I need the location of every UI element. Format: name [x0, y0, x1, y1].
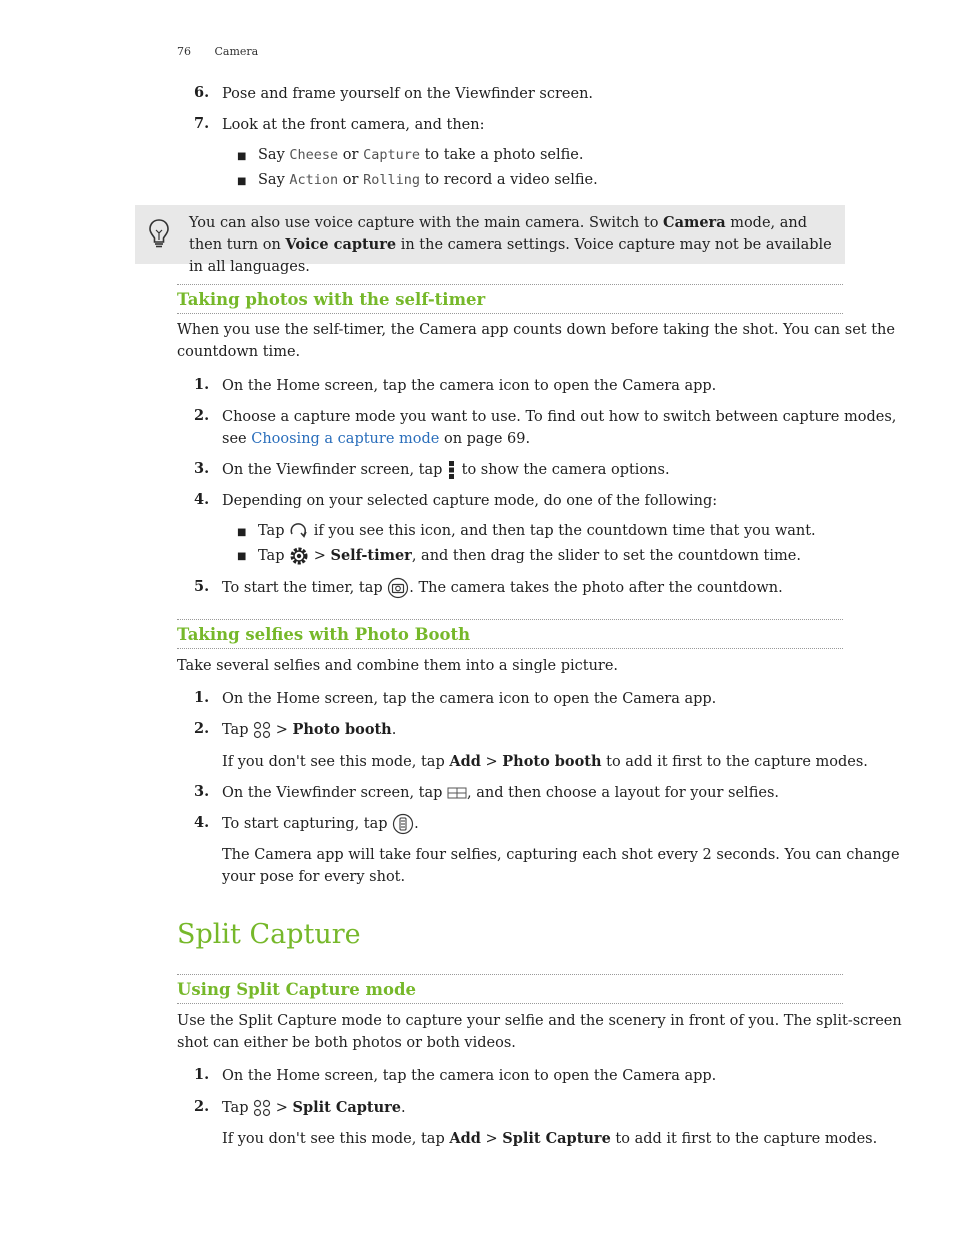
paragraph-line: your pose for every shot.	[222, 869, 406, 885]
intro-line: When you use the self-timer, the Camera app counts down before taking the shot. You can set the	[177, 322, 895, 338]
step-text: see Choosing a capture mode on page 69.	[222, 431, 531, 447]
intro-line: Use the Split Capture mode to capture your selfie and the scenery in front of you. The split-screen	[177, 1013, 902, 1029]
step-number: 1.	[194, 376, 210, 393]
section-heading-photo-booth: Taking selfies with Photo Booth	[177, 619, 843, 649]
step-number: 4.	[194, 814, 210, 831]
step-text: Choose a capture mode you want to use. To find out how to switch between capture modes,	[222, 409, 897, 425]
photo-booth-shutter-icon	[392, 813, 414, 835]
voice-bullet-video: Say Action or Rolling to record a video selfie.	[258, 172, 598, 188]
capture-modes-icon	[253, 1099, 271, 1117]
step-text: Tap > Photo booth.	[222, 721, 397, 738]
step-text: On the Viewfinder screen, tap , and then choose a layout for your selfies.	[222, 785, 780, 801]
choosing-capture-mode-link[interactable]: Choosing a capture mode	[251, 431, 440, 447]
section-heading-split-capture: Using Split Capture mode	[177, 974, 843, 1004]
capture-modes-icon	[253, 721, 271, 739]
layout-icon	[447, 786, 467, 800]
lightbulb-icon	[148, 218, 170, 250]
step-text: To start the timer, tap . The camera takes the photo after the countdown.	[222, 577, 783, 599]
step-text: Pose and frame yourself on the Viewfinder screen.	[222, 86, 594, 102]
timer-icon	[289, 522, 309, 540]
chapter-title: Split Capture	[177, 919, 361, 950]
step-number: 3.	[194, 460, 210, 477]
step-number: 4.	[194, 491, 210, 508]
voice-bullet-photo: Say Cheese or Capture to take a photo selfie.	[258, 147, 584, 163]
step-number: 3.	[194, 783, 210, 800]
step-number: 6.	[194, 84, 210, 101]
section-heading-self-timer: Taking photos with the self-timer	[177, 284, 843, 314]
section-name: Camera	[214, 45, 259, 58]
step-text: On the Viewfinder screen, tap to show the camera options.	[222, 462, 670, 478]
bullet: ■	[237, 527, 247, 538]
bullet: ■	[237, 151, 247, 162]
step-number: 1.	[194, 1066, 210, 1083]
step-text: Look at the front camera, and then:	[222, 117, 485, 133]
timer-bullet: Tap if you see this icon, and then tap the countdown time that you want.	[258, 523, 816, 539]
more-options-icon	[447, 460, 457, 480]
step-note: If you don't see this mode, tap Add > Split Capture to add it first to the capture modes.	[222, 1130, 878, 1147]
step-note: If you don't see this mode, tap Add > Photo booth to add it first to the capture modes.	[222, 753, 868, 770]
intro-line: countdown time.	[177, 344, 301, 360]
step-text: To start capturing, tap .	[222, 813, 419, 835]
tip-text: You can also use voice capture with the main camera. Switch to Camera mode, and then turn on Voice capture in the camera settings. Voice capture may not be available in all languages.	[189, 214, 832, 275]
settings-bullet: Tap > Self-timer, and then drag the slider to set the countdown time.	[258, 547, 801, 564]
step-number: 1.	[194, 689, 210, 706]
step-text: Tap > Split Capture.	[222, 1099, 406, 1116]
paragraph-line: The Camera app will take four selfies, capturing each shot every 2 seconds. You can change	[222, 847, 900, 863]
page-header	[177, 45, 258, 58]
step-text: On the Home screen, tap the camera icon to open the Camera app.	[222, 691, 717, 707]
step-text: On the Home screen, tap the camera icon to open the Camera app.	[222, 378, 717, 394]
bullet: ■	[237, 176, 247, 187]
page-number: 76	[177, 45, 191, 58]
step-number: 7.	[194, 115, 210, 132]
step-number: 2.	[194, 720, 210, 737]
tip-box	[135, 205, 845, 275]
step-number: 2.	[194, 407, 210, 424]
step-number: 2.	[194, 1098, 210, 1115]
step-text: Depending on your selected capture mode, do one of the following:	[222, 493, 718, 509]
intro-line: Take several selfies and combine them into a single picture.	[177, 658, 619, 674]
step-number: 5.	[194, 578, 210, 595]
shutter-icon	[387, 577, 409, 599]
step-text: On the Home screen, tap the camera icon to open the Camera app.	[222, 1068, 717, 1084]
settings-gear-icon	[289, 546, 309, 566]
bullet: ■	[237, 551, 247, 562]
intro-line: shot can either be both photos or both videos.	[177, 1035, 516, 1051]
